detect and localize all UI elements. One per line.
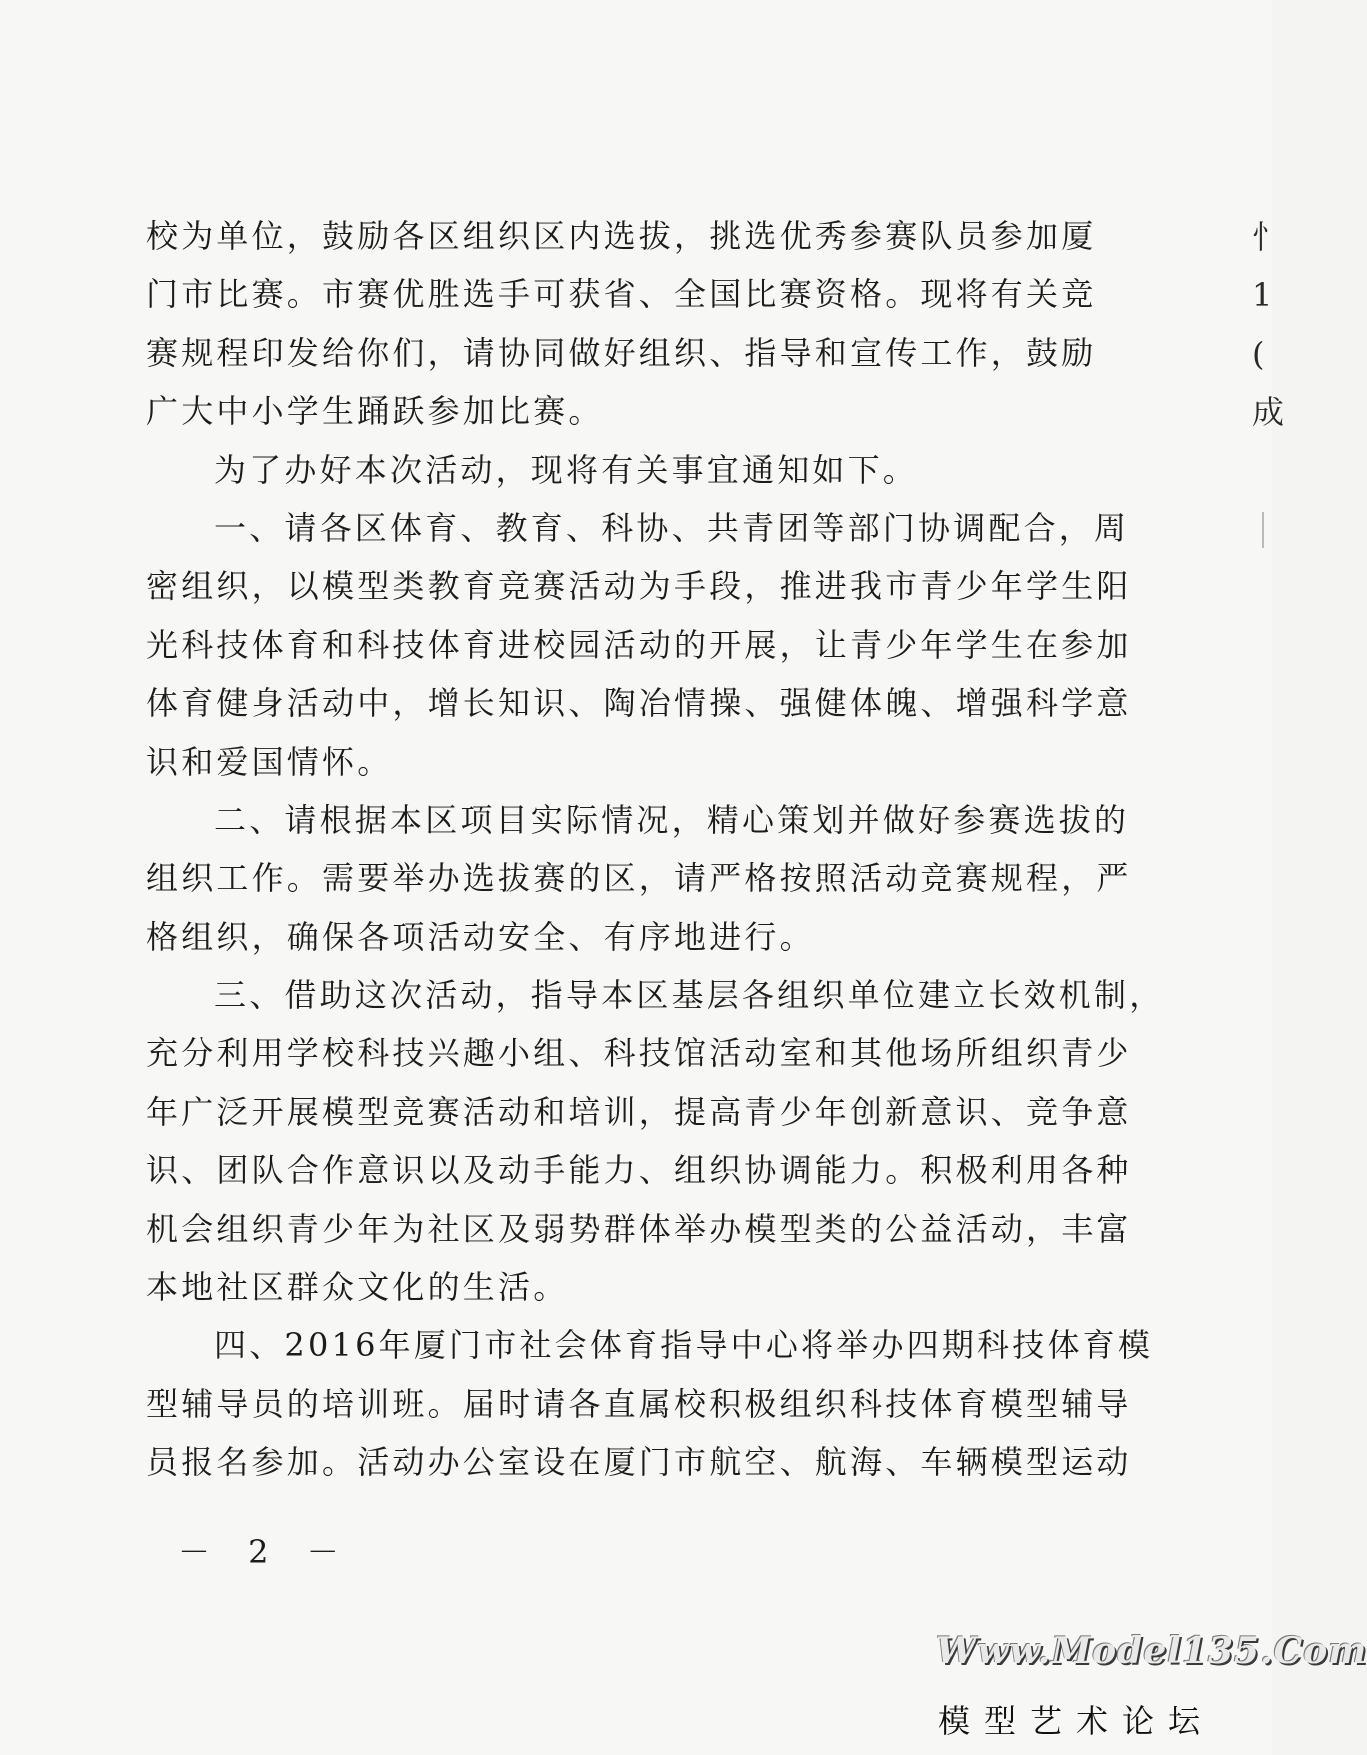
text-line: 一、请各区体育、教育、科协、共青团等部门协调配合，周 [214, 508, 1130, 547]
text-line: 广大中小学生踊跃参加比赛。 [146, 392, 604, 431]
document-body [146, 207, 1165, 1492]
text-line: 二、请根据本区项目实际情况，精心策划并做好参赛选拔的 [214, 800, 1130, 839]
text-line: 三、借助这次活动，指导本区基层各组织单位建立长效机制， [214, 976, 1165, 1015]
text-line: 型辅导员的培训班。届时请各直属校积极组织科技体育模型辅导 [146, 1384, 1132, 1423]
text-line: 门市比赛。市赛优胜选手可获省、全国比赛资格。现将有关竞 [146, 275, 1097, 314]
text-line: 识、团队合作意识以及动手能力、组织协调能力。积极利用各种 [146, 1151, 1132, 1190]
adjacent-page-edge [1252, 208, 1285, 442]
text-line: 机会组织青少年为社区及弱势群体举办模型类的公益活动，丰富 [146, 1209, 1132, 1248]
watermark-url: Www.Model135.Com [936, 1630, 1367, 1672]
edge-char: 成 [1252, 393, 1285, 432]
text-line: 密组织，以模型类教育竞赛活动为手段，推进我市青少年学生阳 [146, 567, 1132, 606]
edge-char: ( [1252, 334, 1265, 373]
edge-char: 1 [1252, 276, 1273, 315]
text-line: 光科技体育和科技体育进校园活动的开展，让青少年学生在参加 [146, 625, 1132, 664]
text-line: 识和爱国情怀。 [146, 742, 393, 781]
text-line: 为了办好本次活动，现将有关事宜通知如下。 [214, 450, 919, 489]
text-line: 年广泛开展模型竞赛活动和培训，提高青少年创新意识、竞争意 [146, 1092, 1132, 1131]
scan-mark [1262, 512, 1274, 548]
site-watermark [916, 1630, 1367, 1755]
text-line: 员报名参加。活动办公室设在厦门市航空、航海、车辆模型运动 [146, 1443, 1132, 1482]
watermark-name: 模型艺术论坛 [938, 1702, 1215, 1740]
text-line: 格组织，确保各项活动安全、有序地进行。 [146, 917, 815, 956]
text-line: 四、2016年厦门市社会体育指导中心将举办四期科技体育模 [214, 1326, 1154, 1365]
edge-char: 忄 [1252, 218, 1285, 256]
text-line: 充分利用学校科技兴趣小组、科技馆活动室和其他场所组织青少 [146, 1034, 1132, 1073]
text-line: 组织工作。需要举办选拔赛的区，请严格按照活动竞赛规程，严 [146, 859, 1132, 898]
page-number: － 2 － [178, 1533, 353, 1571]
text-line: 体育健身活动中，增长知识、陶冶情操、强健体魄、增强科学意 [146, 684, 1132, 723]
text-line: 校为单位，鼓励各区组织区内选拔，挑选优秀参赛队员参加厦 [146, 217, 1097, 255]
text-line: 本地社区群众文化的生活。 [146, 1268, 569, 1307]
text-line: 赛规程印发给你们，请协同做好组织、指导和宣传工作，鼓励 [146, 333, 1097, 372]
